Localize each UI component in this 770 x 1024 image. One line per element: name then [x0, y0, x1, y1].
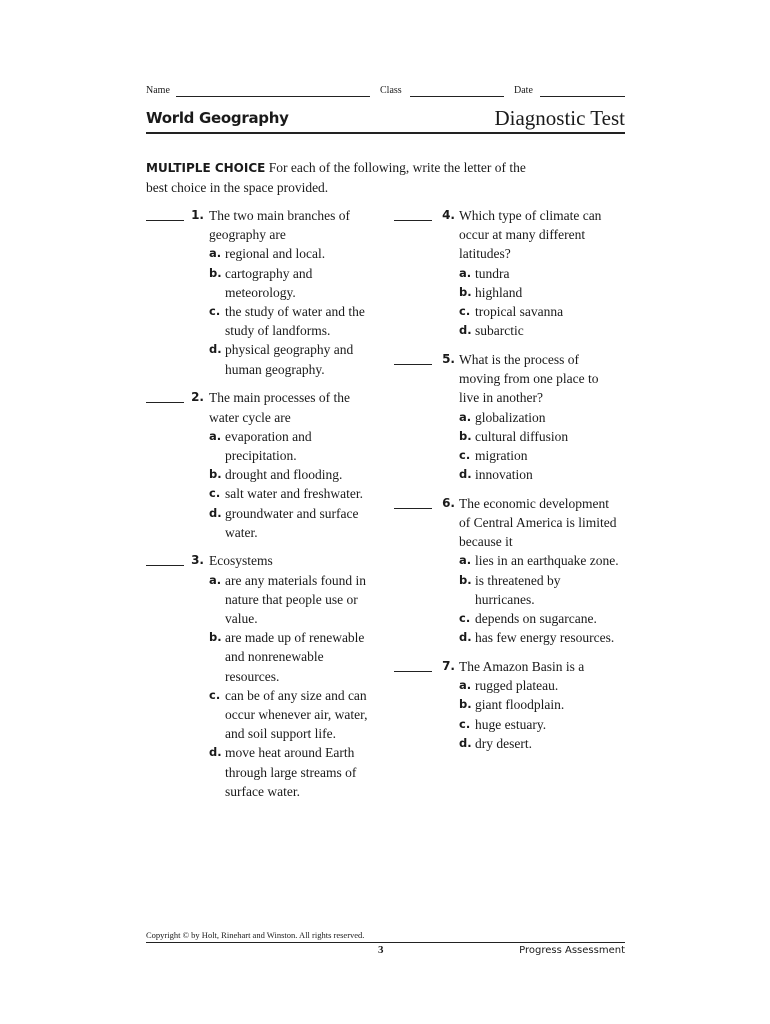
- answer-choice: [459, 283, 634, 302]
- choice-letter: a.: [209, 428, 222, 443]
- choice-text: groundwater and surface: [225, 505, 359, 521]
- class-label: Class: [380, 85, 402, 96]
- choice-text: drought and flooding.: [225, 467, 343, 483]
- choice-text: occur whenever air, water,: [225, 707, 368, 723]
- question-text: What is the process of: [459, 351, 579, 367]
- choice-text: cultural diffusion: [475, 428, 569, 444]
- choice-text: giant floodplain.: [475, 697, 565, 713]
- subject-title: World Geography: [146, 109, 289, 127]
- date-label: Date: [514, 85, 533, 96]
- question-4: [394, 206, 634, 340]
- answer-choice: [209, 264, 386, 302]
- choice-text: depends on sugarcane.: [475, 611, 597, 627]
- copyright-notice: Copyright © by Holt, Rinehart and Winston. All rights reserved.: [146, 930, 365, 940]
- choice-text: migration: [475, 447, 528, 463]
- answer-choice: [459, 302, 634, 321]
- answer-choice: [209, 571, 386, 629]
- choice-letter: d.: [209, 342, 222, 357]
- choice-text: and nonrenewable: [225, 649, 324, 665]
- answer-choice: [209, 504, 386, 542]
- answer-choice: [459, 676, 634, 695]
- choice-letter: c.: [459, 716, 471, 731]
- choice-letter: c.: [209, 687, 221, 702]
- question-2: [146, 388, 386, 542]
- answer-choice: [209, 686, 386, 744]
- answer-blank[interactable]: [394, 508, 432, 509]
- instructions: [146, 158, 546, 197]
- choice-text: evaporation and: [225, 428, 312, 444]
- choice-text: hurricanes.: [475, 591, 535, 607]
- answer-blank[interactable]: [394, 220, 432, 221]
- title-row: [146, 106, 625, 134]
- question-text: Ecosystems: [209, 553, 273, 569]
- choice-letter: a.: [209, 572, 222, 587]
- left-column: [146, 206, 386, 811]
- choice-text: surface water.: [225, 783, 300, 799]
- choice-text: dry desert.: [475, 735, 532, 751]
- answer-choice: [209, 465, 386, 484]
- choice-letter: a.: [459, 553, 472, 568]
- footer-divider: [146, 942, 625, 943]
- choice-letter: d.: [459, 735, 472, 750]
- choice-text: are made up of renewable: [225, 630, 365, 646]
- question-text: because it: [459, 534, 513, 550]
- choice-text: lies in an earthquake zone.: [475, 553, 619, 569]
- question-text: of Central America is limited: [459, 515, 617, 531]
- question-6: [394, 494, 634, 648]
- right-column: [394, 206, 634, 762]
- choice-letter: c.: [459, 611, 471, 626]
- answer-choice: [209, 340, 386, 378]
- choice-text: water.: [225, 524, 258, 540]
- question-text: Which type of climate can: [459, 208, 602, 223]
- name-field-line[interactable]: [176, 96, 370, 97]
- question-text: water cycle are: [209, 409, 291, 425]
- choice-letter: a.: [459, 265, 472, 280]
- choice-text: move heat around Earth: [225, 745, 355, 761]
- answer-choice: [209, 302, 386, 340]
- question-text: The economic development: [459, 495, 609, 511]
- page-number: 3: [378, 944, 384, 956]
- choice-text: nature that people use or: [225, 591, 358, 607]
- choice-text: tropical savanna: [475, 304, 564, 320]
- choice-letter: b.: [459, 572, 472, 587]
- answer-blank[interactable]: [146, 220, 184, 221]
- question-number: 4.: [442, 208, 455, 222]
- question-number: 2.: [191, 390, 204, 405]
- answer-choice: [209, 628, 386, 686]
- answer-choice: [459, 695, 634, 714]
- answer-blank[interactable]: [146, 402, 184, 403]
- answer-choice: [209, 427, 386, 465]
- choice-text: physical geography and: [225, 342, 354, 358]
- answer-choice: [459, 715, 634, 734]
- choice-text: human geography.: [225, 361, 325, 377]
- answer-choice: [459, 465, 634, 484]
- question-number: 1.: [191, 208, 204, 222]
- choice-text: study of landforms.: [225, 323, 331, 339]
- answer-choice: [459, 734, 634, 753]
- question-text: latitudes?: [459, 246, 511, 262]
- choice-letter: c.: [209, 304, 221, 319]
- question-1: [146, 206, 386, 379]
- choice-letter: a.: [459, 678, 472, 693]
- choice-letter: d.: [209, 505, 222, 520]
- choice-letter: b.: [209, 467, 222, 482]
- answer-choice: [459, 571, 634, 609]
- question-text: geography are: [209, 227, 286, 243]
- choice-text: meteorology.: [225, 284, 296, 300]
- choice-text: cartography and: [225, 265, 313, 281]
- answer-blank[interactable]: [394, 671, 432, 672]
- answer-choice: [459, 628, 634, 647]
- choice-letter: c.: [209, 486, 221, 501]
- choice-text: regional and local.: [225, 246, 326, 262]
- choice-text: is threatened by: [475, 572, 561, 588]
- instructions-text: For each of the following, write the letter of the best choice in the space provided.: [146, 160, 526, 195]
- question-5: [394, 350, 634, 484]
- question-number: 7.: [442, 658, 455, 673]
- choice-letter: d.: [459, 323, 472, 338]
- answer-choice: [459, 446, 634, 465]
- date-field-line[interactable]: [540, 96, 625, 97]
- choice-text: the study of water and the: [225, 304, 365, 320]
- question-number: 6.: [442, 495, 455, 510]
- choice-text: through large streams of: [225, 764, 357, 780]
- test-title: Diagnostic Test: [494, 106, 625, 130]
- choice-letter: a.: [209, 246, 222, 261]
- choice-text: resources.: [225, 668, 280, 684]
- choice-letter: a.: [459, 409, 472, 424]
- question-text: The main processes of the: [209, 390, 350, 406]
- answer-choice: [459, 264, 634, 283]
- choice-text: subarctic: [475, 323, 524, 339]
- answer-choice: [459, 408, 634, 427]
- answer-choice: [459, 427, 634, 446]
- choice-text: globalization: [475, 409, 546, 425]
- answer-choice: [459, 551, 634, 570]
- choice-letter: b.: [459, 284, 472, 299]
- answer-choice: [209, 743, 386, 801]
- choice-letter: c.: [459, 304, 471, 319]
- choice-text: value.: [225, 611, 258, 627]
- instructions-label: MULTIPLE CHOICE: [146, 161, 266, 175]
- choice-letter: c.: [459, 447, 471, 462]
- choice-text: rugged plateau.: [475, 678, 559, 694]
- choice-text: tundra: [475, 265, 510, 281]
- answer-choice: [209, 484, 386, 503]
- question-number: 3.: [191, 553, 204, 568]
- choice-letter: b.: [209, 630, 222, 645]
- choice-text: highland: [475, 284, 523, 300]
- question-3: [146, 551, 386, 801]
- header-fields: [146, 85, 625, 99]
- choice-text: can be of any size and can: [225, 687, 367, 703]
- question-text: live in another?: [459, 390, 543, 406]
- answer-blank[interactable]: [146, 565, 184, 566]
- question-text: moving from one place to: [459, 371, 599, 387]
- choice-letter: d.: [209, 745, 222, 760]
- question-text: occur at many different: [459, 227, 586, 243]
- question-text: The two main branches of: [209, 208, 350, 223]
- choice-text: precipitation.: [225, 447, 297, 463]
- choice-letter: b.: [209, 265, 222, 280]
- name-label: Name: [146, 85, 170, 96]
- answer-blank[interactable]: [394, 364, 432, 365]
- choice-letter: b.: [459, 697, 472, 712]
- choice-text: are any materials found in: [225, 572, 366, 588]
- choice-text: innovation: [475, 467, 533, 483]
- answer-choice: [459, 609, 634, 628]
- class-field-line[interactable]: [410, 96, 504, 97]
- choice-letter: d.: [459, 467, 472, 482]
- question-7: [394, 657, 634, 753]
- question-text: The Amazon Basin is a: [459, 658, 585, 674]
- choice-letter: b.: [459, 428, 472, 443]
- choice-text: has few energy resources.: [475, 630, 615, 646]
- choice-text: and soil support life.: [225, 726, 336, 742]
- choice-text: salt water and freshwater.: [225, 486, 363, 502]
- choice-letter: d.: [459, 630, 472, 645]
- choice-text: huge estuary.: [475, 716, 547, 732]
- section-label: Progress Assessment: [519, 945, 625, 956]
- answer-choice: [209, 244, 386, 263]
- answer-choice: [459, 321, 634, 340]
- question-number: 5.: [442, 351, 455, 366]
